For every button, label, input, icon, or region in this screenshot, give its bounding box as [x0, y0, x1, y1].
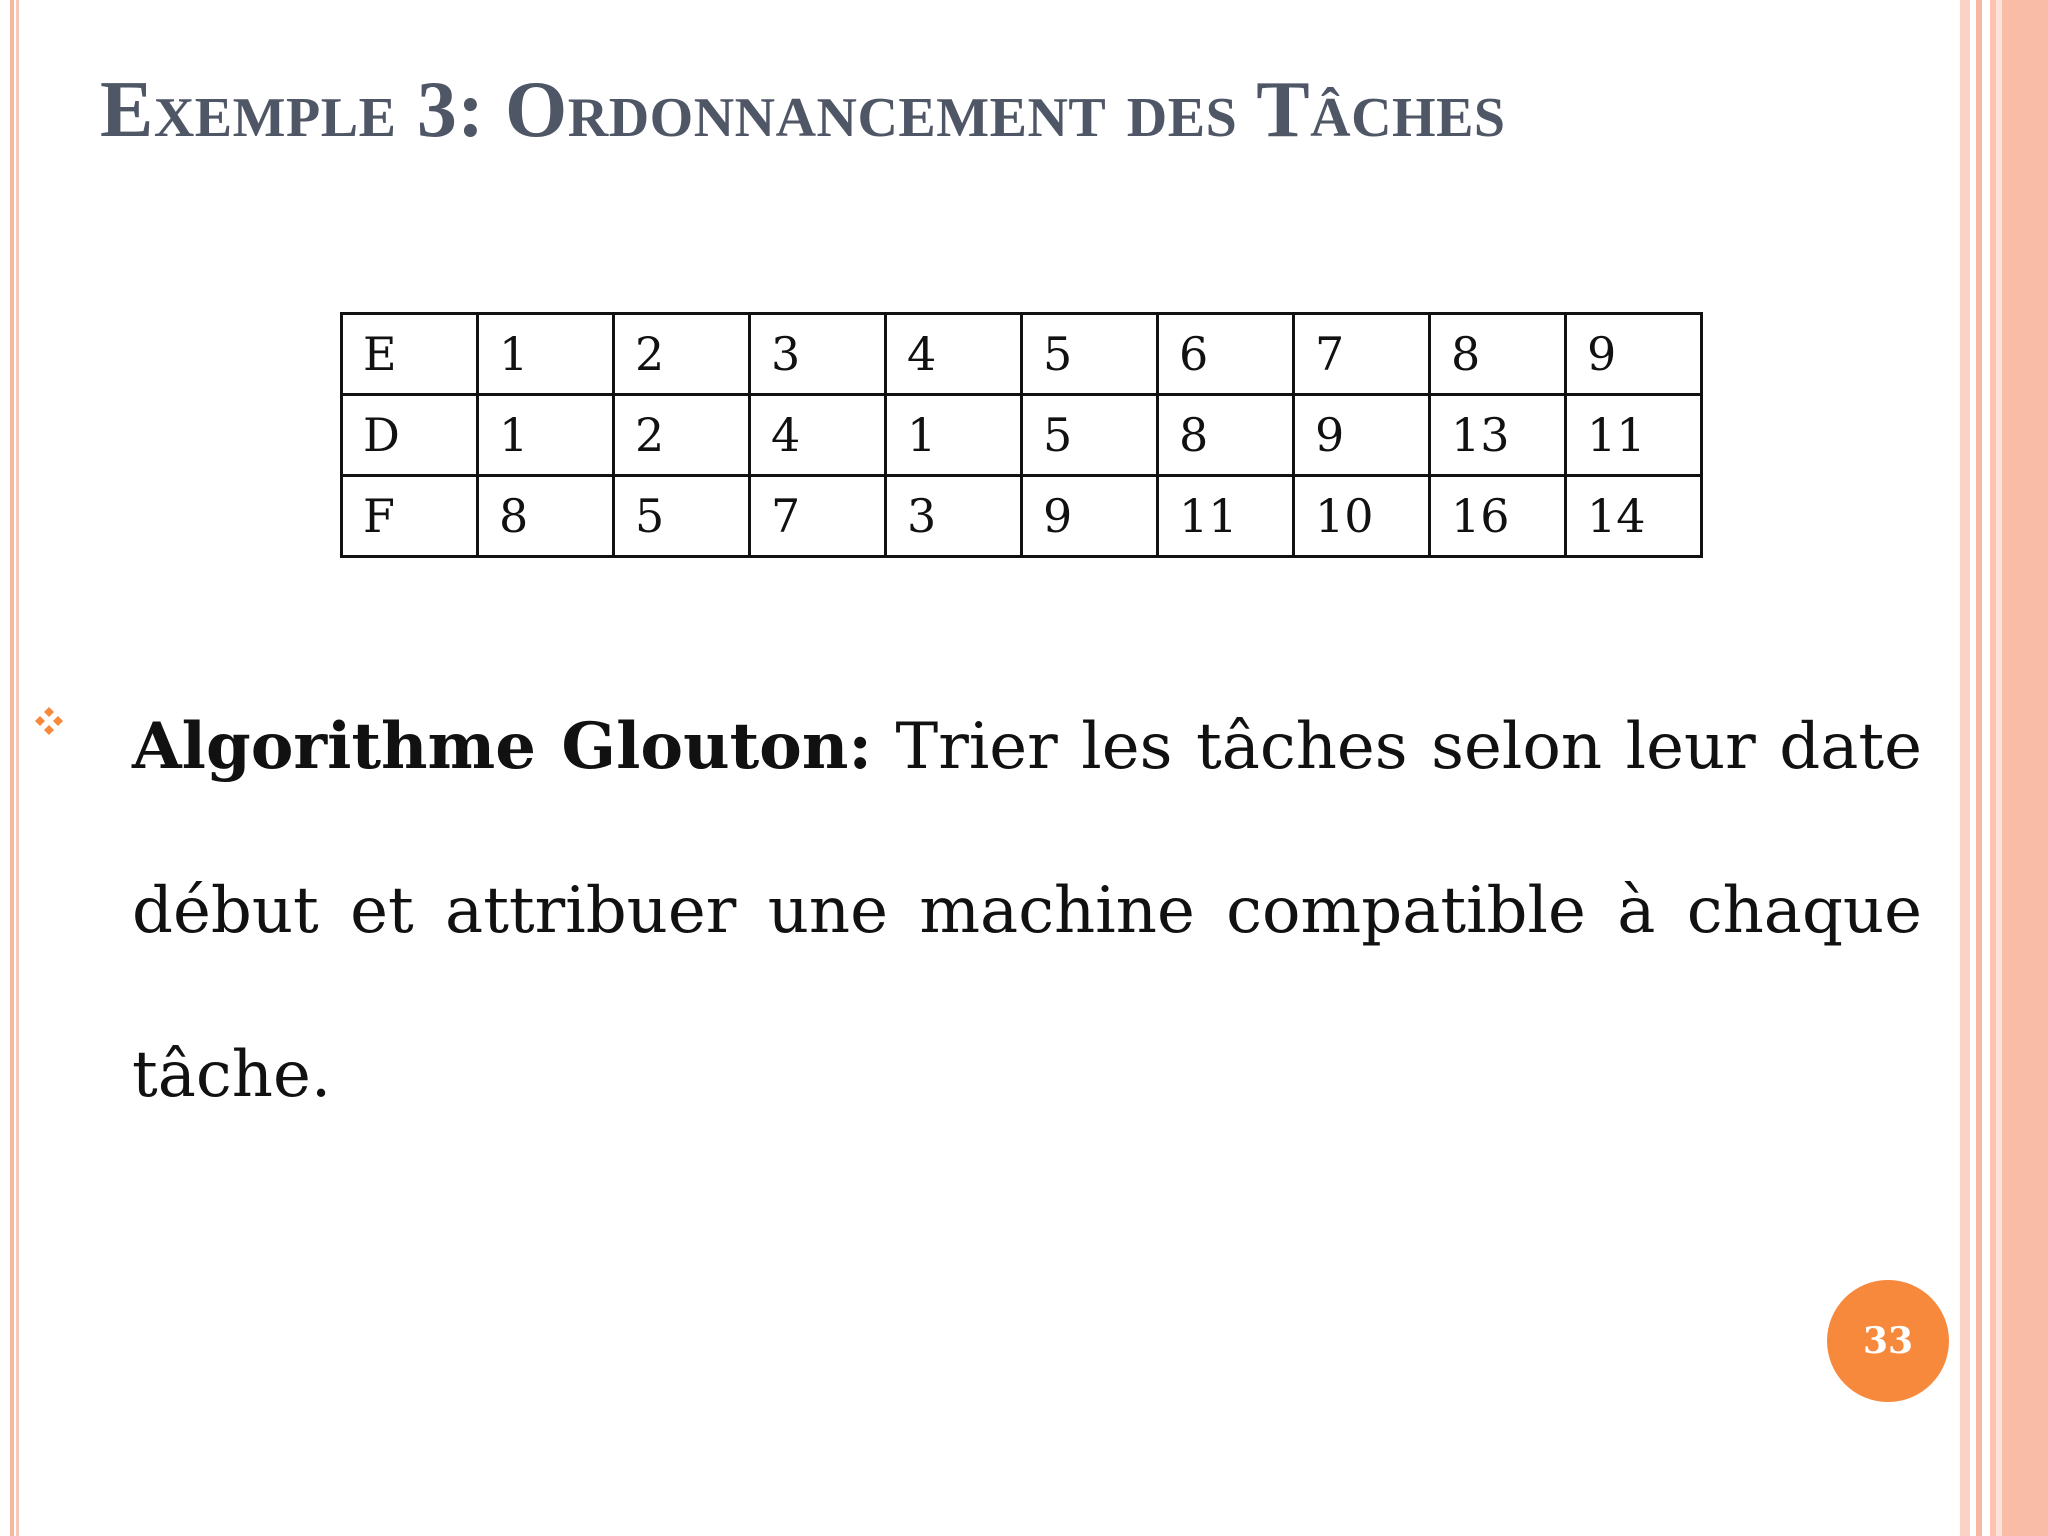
left-decorative-border [0, 0, 30, 1536]
table-cell: 14 [1566, 476, 1702, 557]
table-cell: 1 [478, 314, 614, 395]
table-cell: 8 [478, 476, 614, 557]
left-border-line [10, 0, 14, 1536]
slide-title: Exemple 3: Ordonnancement des Tâches [100, 66, 1506, 154]
table-cell: 2 [614, 314, 750, 395]
right-decorative-border [1960, 0, 2048, 1536]
table-cell: 2 [614, 395, 750, 476]
table-row [342, 395, 1702, 476]
table-cell: 11 [1566, 395, 1702, 476]
table-cell: 8 [1158, 395, 1294, 476]
table-cell: 7 [750, 476, 886, 557]
table-cell: 7 [1294, 314, 1430, 395]
bullet-text: Trier les tâches selon leur date début et attribuer une machine compatible à chaque tâche. [132, 710, 1923, 1112]
right-border-stripe [2002, 0, 2048, 1536]
left-border-line [16, 0, 19, 1536]
table-row [342, 476, 1702, 557]
table-cell: 5 [1022, 314, 1158, 395]
table-cell: 13 [1430, 395, 1566, 476]
table-cell: 1 [478, 395, 614, 476]
table-cell: 9 [1022, 476, 1158, 557]
diamond-bullet-icon [32, 704, 66, 738]
table-row-header-cell: E [342, 314, 478, 395]
table-cell: 9 [1294, 395, 1430, 476]
table-row-header-cell: F [342, 476, 478, 557]
table-cell: 8 [1430, 314, 1566, 395]
table-cell: 16 [1430, 476, 1566, 557]
bullet-paragraph [132, 665, 1922, 1157]
task-table [340, 312, 1703, 558]
table-cell: 4 [886, 314, 1022, 395]
table-cell: 6 [1158, 314, 1294, 395]
table-cell: 5 [1022, 395, 1158, 476]
bullet-label: Algorithme Glouton: [132, 709, 873, 784]
page-number-badge: 33 [1827, 1280, 1949, 1402]
table-row-header-cell: D [342, 395, 478, 476]
right-border-stripe [1976, 0, 1982, 1536]
table-cell: 3 [750, 314, 886, 395]
right-border-stripe [1960, 0, 1970, 1536]
table-row [342, 314, 1702, 395]
table-cell: 11 [1158, 476, 1294, 557]
table-cell: 1 [886, 395, 1022, 476]
table-cell: 10 [1294, 476, 1430, 557]
table-cell: 3 [886, 476, 1022, 557]
table-cell: 9 [1566, 314, 1702, 395]
table-cell: 5 [614, 476, 750, 557]
table-cell: 4 [750, 395, 886, 476]
